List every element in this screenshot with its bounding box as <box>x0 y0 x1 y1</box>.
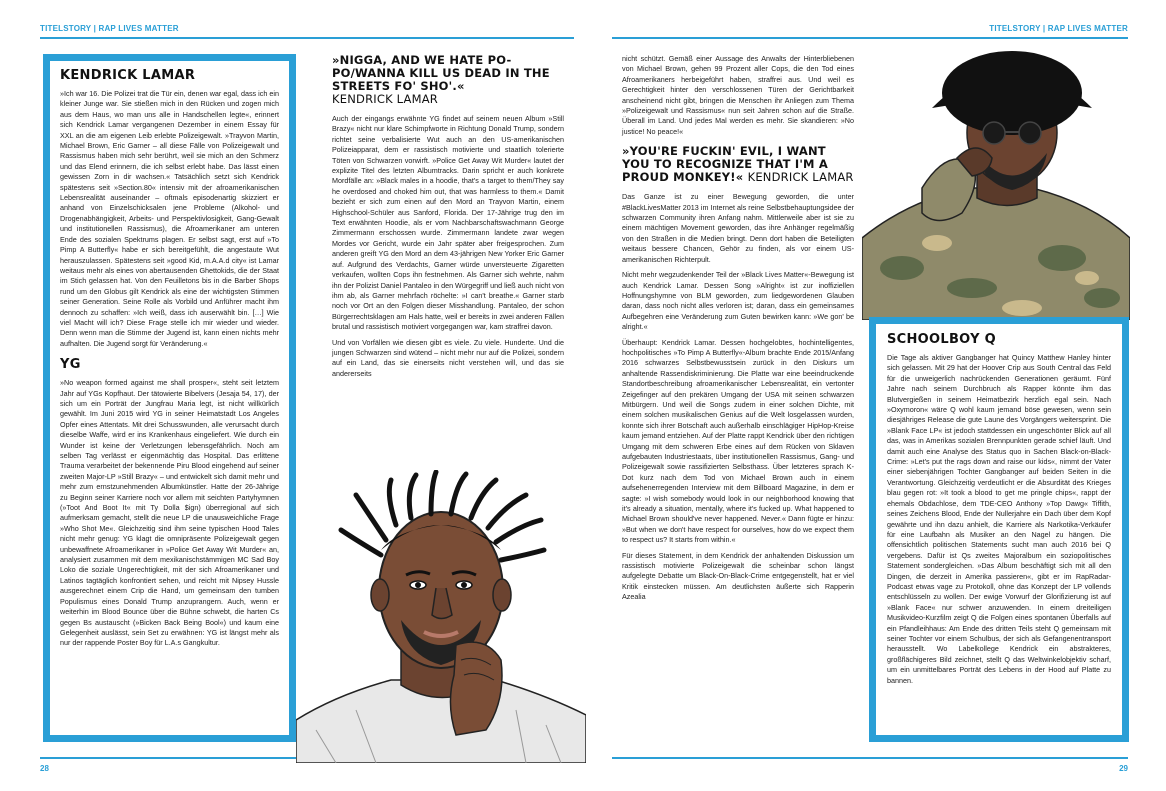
schoolboy-portrait-svg <box>862 38 1130 320</box>
schoolboy-q-illustration <box>862 38 1130 320</box>
schoolboy-profile-text <box>887 353 1111 686</box>
kendrick-profile-text <box>60 89 279 349</box>
pull-quote-1-text: »NIGGA, AND WE HATE PO-PO/WANNA KILL US DEAD IN THE STREETS FO' SHO'.« <box>332 53 550 93</box>
kendrick-lamar-illustration <box>296 470 586 763</box>
right-body-text <box>622 192 854 602</box>
schoolboy-paragraph: Die Tage als aktiver Gangbanger hat Quincy Matthew Hanley hinter sich gelassen. Mit 29 hat der Hoover Crip aus South Central das Feld für die unweigerlich nachrückenden Generationen geräumt. Fünf Jahre nach seinem Durchbruch als Rapper könnte ihm das Blutvergießen in seinem Heimatbezirk herzlich egal sein. Nach »Oxymoron« wäre Q wohl kaum jemand böse gewesen, wenn sein diesjähriges Release die gute Laune des Vorgängers weitersprint. Die »Blank Face LP« ist jedoch stattdessen ein ungeschönter Blick auf all das, was in Amerikas sozialen Brennpunkten gerade schief läuft. Und damit auch eine Analyse des Status quo in Sachen Black-on-Black-Crime: »Let's put the rags down and raise our kids«, nimmt der Vater einer siebenjährigen Tochter Gangbanger auf beiden Seiten in die Verantwortung. Gleichzeitig verdeutlicht er die Absurdität des Krieges blau gegen rot: »It took a blood to get me pringle chips«, rappt der ehemals Obdachlose, dem TDE-CEO Anthony »Top Dawg« Tiffith, seines Zeichens Blood, Ende der Nullerjahre ein Dach über dem Kopf gewährte und ihn dazu anhielt, die Karriere als Narkotika-Verkäufer für eine Laufbahn als Musiker an den Nagel zu hängen. Die offensichtlich politischen Statements sucht man auch 2016 bei Q vergebens. Dafür ist Qs zweites Majoralbum ein soziopolitisches Statement sondergleichen. »Das Album beschäftigt sich mit all den Dingen, die derzeit in Amerika passieren«, gibt er im RapRadar-Podcast etwas vage zu Protokoll, ohne das Konzept der LP vollends entschlüsseln zu wollen. Der ewige Vorwurf der Glorifizierung ist auf »Blank Face« nur schwer anzuwenden. In einem dreiteiligen Musikvideo-Kurzfilm zeigt Q die Folgen eines spontanen Überfalls auf ein Pfandleihhaus: Am Ende des dritten Teils steht Q gemeinsam mit seiner Tochter vor einem Schulbus, der sich als Gefangenentransport herausstellt. Wo Labelkollege Kendrick ein abstrakteres, großflächigeres Bild zeichnet, stellt Q das Weltwinkelobjektiv scharf, um ein unmittelbares Porträt des Lebens in der Hood auf Platte zu bannen. <box>887 353 1111 685</box>
middle-paragraph-2: Und von Vorfällen wie diesen gibt es viele. Zu viele. Hunderte. Und die jungen Schwarzen sind wütend – nicht mehr nur auf die Polizei, sondern auf ein Land, das sie einerseits nicht verstehen will, und das sie andererseits <box>332 337 564 378</box>
right-paragraph-3: Überhaupt: Kendrick Lamar. Dessen hochgelobtes, hochintelligentes, hochpolitisches »To Pimp A Butterfly«-Album brachte Ende 2015/Anfang 2016 schwarzes Selbstbewusstsein zurück in den Diskurs um anhaltende Rassendiskriminierung. Die Platte war eine beeindruckende Standortbeschreibung afroamerikanischer Lebensrealität, ein vertonter Zeigefinger auf den prekären Umgang der USA mit seinen schwarzen Mitbürgern. Und weil die Songs zudem in einer solchen Dichte, mit einem solchen musikalischen Genius auf die Welt losgelassen wurden, konnte sich ihrer Botschaft auch außerhalb einschlägiger HipHop-Kreise kaum jemand entziehen. Auf der Platte rappt Kendrick über den richtigen Umgang mit dem schweren Erbe eines auf dem Rücken von Sklaven aufgebauten Industriestaats, über institutionellen Rassismus, Gang- und Polizeigewalt sowie rassifizierten Selbsthass. Über letzteres sprach K-Dot kurz nach dem Tod von Michael Brown auch in einem aufsehenerregenden Interview mit dem Billboard Magazine, in dem er sagte: »I wish somebody would look in our neighborhood knowing that it's already a situation, mentally, where it's fucked up. What happened to Michael Brown should've never happened. Never.« Dann fügte er hinzu: »But when we don't have respect for ourselves, how do we expect them to respect us? It starts from within.« <box>622 337 854 545</box>
page-number-right: 29 <box>1119 764 1128 773</box>
pull-quote-2-text: »YOU'RE FUCKIN' EVIL, I WANT YOU TO RECOGNIZE THAT I'M A PROUD MONKEY!« <box>622 144 828 185</box>
middle-body-text <box>332 114 564 379</box>
heading-kendrick-lamar: KENDRICK LAMAR <box>60 68 196 83</box>
pull-quote-1 <box>332 54 564 106</box>
middle-paragraph-1: Auch der eingangs erwähnte YG findet auf seinem neuen Album »Still Brazy« nicht nur klare Schimpfworte in Richtung Donald Trump, sondern richtet seine verbalisierte Wut auch an den US-amerikanischen Polizeiapparat, dem er rassistisch motivierte und staatlich tolerierte Töten von Schwarzen vorwirft. »Police Get Away Wit Murder« lautet der explizite Titel des letzten Albumtracks. Darin spricht er auch konkrete Mordfälle an: »Black males in a hoodie, that's a target to them/They say he overdosed and choked him out, that was harmless to them.« Damit bezieht er sich zum einen auf den Mord an Trayvon Martin, einem Highschool-Schüler aus Sanford, Florida. Der 17-Jährige trug den im Text erwähnten Hoodie, als er vom Nachbarschaftswachmann George Zimmermann erschossen wurde. Zimmermann landete zwar wegen Mordes vor Gericht, wurde ein Jahr später aber freigesprochen. Zum anderen greift YG den Mord an dem 43-jährigen New Yorker Eric Garner auf. Aufgrund des Verdachts, Garner würde unversteuerte Zigaretten verkaufen, wollten Cops ihn festnehmen. Als Garner sich wehrte, nahm ihn der Polizist Daniel Pantaleo in den Würgegriff und ließ auch nicht von ihm ab, als Garner mehrfach röchelte: »I can't breathe.« Garner starb noch vor Ort an den Folgen dieser Misshandlung. Pantaleo, der schon Bürgerrechtsklagen am Hals hatte, weil er bereits in zwei anderen Fällen brutal und rassistisch motiviert vorgegangen war, kam straffrei davon. <box>332 114 564 332</box>
bottom-rule-right <box>612 757 1128 759</box>
yg-profile-text <box>60 378 279 649</box>
running-head-right: TITELSTORY | RAP LIVES MATTER <box>989 24 1128 33</box>
pull-quote-2 <box>622 145 854 184</box>
right-page-column <box>622 54 854 603</box>
pull-quote-2-attribution: KENDRICK LAMAR <box>747 170 854 185</box>
heading-yg: YG <box>60 357 81 373</box>
right-paragraph-1: Das Ganze ist zu einer Bewegung geworden, die unter #BlackLivesMatter 2013 im Internet als reine Selbstbehauptungsidee der schwarzen Community ihren Anfang nahm. Mittlerweile aber ist sie zu einem mächtigen Movement geworden, das ihre Anhänger regelmäßig von den Straßen in die Medien bringt. Denn dort haben die Beteiligten weitaus bessere Chancen, Gehör zu finden, als vor einem US-amerikanischen Richterpult. <box>622 192 854 264</box>
heading-schoolboy-q: SCHOOLBOY Q <box>887 332 996 347</box>
running-head-left: TITELSTORY | RAP LIVES MATTER <box>40 24 179 33</box>
sidebar-box-kendrick-yg <box>43 54 296 742</box>
page-number-left: 28 <box>40 764 49 773</box>
sidebar-box-schoolboy-q <box>869 317 1129 742</box>
yg-paragraph: »No weapon formed against me shall prosper«, steht seit letztem Jahr auf YGs Kopfhaut. Der tätowierte Bibelvers (Jesaja 54, 17), der sich um ein Porträt der Jungfrau Maria legt, ist nicht willkürlich gewählt. Im Juni 2015 wird YG in seiner Heimatstadt Los Angeles Opfer eines Attentats. Mit drei Schusswunden, alle verursacht durch dieselbe Waffe, wird er ins Krankenhaus eingeliefert. Wie durch ein Wunder ist keine der Verletzungen lebensgefährlich. Noch am selben Tag verlässt er eigenmächtig das Hospital. Das erlittene Trauma verarbeitet der bekennende Piru Blood eingehend auf seiner zweiten Major-LP »Still Brazy« – und entwickelt sich damit mehr und mehr zum ernstzunehmenden Albumkünstler. Hatte der 26-Jährige zu Beginn seiner Karriere noch vor allem mit seichten Partyhymnen (»Toot And Boot It« mit Ty Dolla $ign) überregional auf sich aufmerksam gemacht, stellt die neue LP die unausweichliche Frage »Who Shot Me«. Gleichzeitig sind ihm seine typischen Hood Tales nicht mehr genug: YG klagt die omnipräsente Polizeigewalt gegen unbewaffnete Afroamerikaner in »Police Get Away Wit Murder« an, analysiert zusammen mit dem mexikanischstämmigen MC Sad Boy Loko die soziale Ungerechtigkeit, mit der sich Afroamerikaner und Latinos tagtäglich konfrontiert sehen, und reicht mit Nipsey Hussle ausgerechnet einem Crip die Hand, um gemeinsam den tumben Populismus eines Donald Trump anzuprangern. Auch, wenn er weiterhin im Blood Bounce über die Bühne schwebt, die harten Cs gegen Bs austauscht (»Bicken Back Being Bool«) und kaum eine Gelegenheit auslässt, sein Set zu erwähnen: YG ist längst mehr als nur der rappende Poster Boy für L.A.s Gangkultur. <box>60 378 279 648</box>
right-paragraph-0: nicht schützt. Gemäß einer Aussage des Anwalts der Hinterbliebenen von Michael Brown, gehen 99 Prozent aller Cops, die den Tod eines Afroamerikaners herbeigeführt haben, straffrei aus. Und weil es Gerechtigkeit hinter den verschlossenen Türen der Gerichtbarkeit anscheinend nicht gibt, bringen die Menschen ihr Anliegen zum Thema »Polizeigewalt und Rassismus« nun seit Jahren schon auf die Straße. Überall im Land. Und jedes Mal werden es mehr. Sie skandieren: »No justice! No peace!« <box>622 54 854 136</box>
top-rule-left <box>40 37 574 39</box>
right-paragraph-4: Für dieses Statement, in dem Kendrick der anhaltenden Diskussion um rassistisch motivierte Polizeigewalt die scheinbar schon längst aufgelegte Debatte um Black-On-Black-Crime entgegenstellt, hat er viel Kritik einstecken müssen. Am deutlichsten äußerte sich Rapperin Azealia <box>622 550 854 602</box>
kendrick-paragraph: »Ich war 16. Die Polizei trat die Tür ein, denen war egal, dass ich ein kleiner Junge war. Sie stießen mich in den Rücken und zogen mich aus dem Haus, wo man uns alle in Handschellen legte«, erinnert sich Kendrick Lamar vergangenen Dezember in einem Essay für XXL an die am eigenen Leib erlebte Polizeigewalt. »Trayvon Martin, Michael Brown, Eric Garner – all diese Fälle von Polizeigewalt und Rassismus haben mich sehr berührt, weil sie mich an den Schmerz und das Elend erinnern, die ich selbst erlebt habe. Das lässt einen gewissen Zorn in dir wachsen.« Tatsächlich setzt sich Kendrick spätestens seit »Section.80« intensiv mit der afroamerikanischen Lebensrealität auseinander – oftmals episodenartig skizziert er anhand von Einzelschicksalen jene Probleme (Alkohol- und Drogenabhängigkeit, Arbeits- und Perspektivlosigkeit, Gang-Gewalt und institutionellen Rassismus), die Afroamerikaner am unteren Ende des sozialen Spektrums plagen. Er selbst sagt, erst auf »To Pimp A Butterfly« habe er sich bereitgefühlt, die angestaute Wut herauszulassen. Spätestens seit »good Kid, m.A.A.d city« ist Lamar weitaus mehr als eines von abertausenden Ghettokids, die der Staat im Stich gelassen hat. Von den Feuilletons bis in die Barber Shops rund um den Globus gilt Kendrick als eine der wichtigsten Stimmen seiner Generation. Seine Rolle als Vorbild und Anführer macht ihm dennoch zu schaffen: »Ich weiß, dass ich auserwählt bin. […] Wie viel Macht will ich? Diese Frage stelle ich mir wieder und wieder. Denn wenn man die Stimme der Jugend ist, kann einen nichts mehr aufhalten. Die Jugend sorgt für Veränderung.« <box>60 89 279 348</box>
right-body-text-top <box>622 54 854 137</box>
kendrick-portrait-svg <box>296 470 586 763</box>
pull-quote-1-attribution: KENDRICK LAMAR <box>332 92 438 106</box>
right-paragraph-2: Nicht mehr wegzudenkender Teil der »Black Lives Matter«-Bewegung ist auch Kendrick Lamar. Dessen Song »Alright« ist zur inoffiziellen Hoffnungshymne von BLM geworden, zum liedgewordenen Glauben daran, dass noch nicht alles verloren ist; daran, dass ein gemeinsames Aufbegehren eine Veränderung zum Guten bewirken kann: »We gon' be alright.« <box>622 270 854 332</box>
middle-column <box>332 54 564 379</box>
